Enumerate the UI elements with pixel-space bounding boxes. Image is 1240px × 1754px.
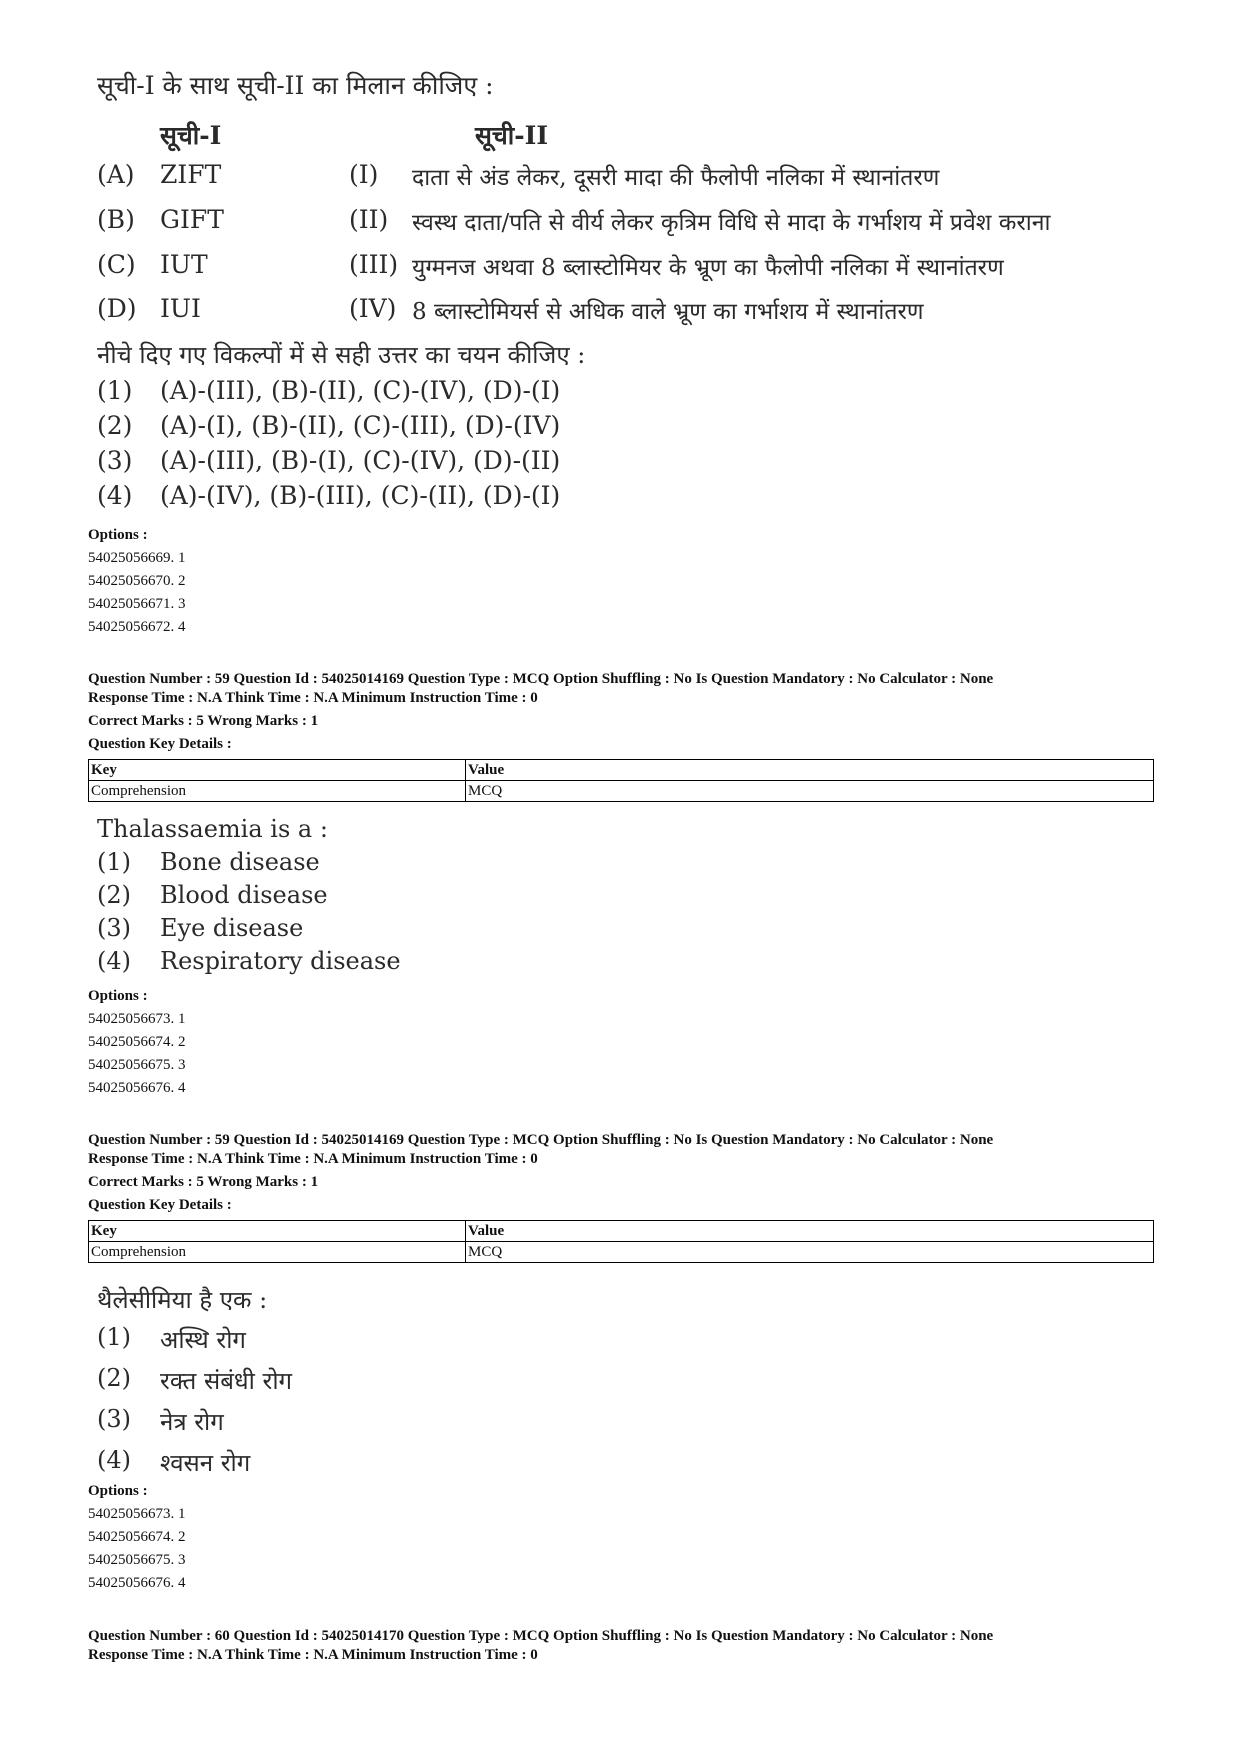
- option-id: 54025056673. 1: [88, 1011, 186, 1027]
- choice-number: (1): [97, 848, 131, 876]
- match-left-text: IUT: [160, 250, 208, 279]
- option-id: 54025056674. 2: [88, 1529, 186, 1545]
- choice-number: (2): [97, 881, 131, 909]
- choice-number: (4): [97, 1446, 131, 1474]
- choice-text: (A)-(III), (B)-(II), (C)-(IV), (D)-(I): [160, 376, 561, 405]
- options-heading: Options :: [88, 527, 148, 543]
- choice-number: (3): [97, 914, 131, 942]
- header-key: Key: [89, 760, 466, 781]
- choice-text: Eye disease: [160, 914, 304, 942]
- list-1-header: सूची-I: [160, 121, 222, 150]
- choice-text: अस्थि रोग: [160, 1326, 246, 1354]
- question-metadata: [88, 1131, 1168, 1215]
- choice-text: Blood disease: [160, 881, 328, 909]
- choice-number: (4): [97, 481, 133, 510]
- choice-number: (1): [97, 1323, 131, 1351]
- answer-choice: [97, 1405, 267, 1446]
- question-metadata: [88, 670, 1168, 754]
- header-key: Key: [89, 1221, 466, 1242]
- choice-text: Bone disease: [160, 848, 320, 876]
- choice-text: श्वसन रोग: [160, 1449, 251, 1477]
- answer-choice: [97, 914, 328, 947]
- option-id: 54025056671. 3: [88, 596, 186, 612]
- options-list: [88, 985, 186, 1100]
- match-right-label: (I): [349, 160, 379, 189]
- question-info-line: Question Number : 59 Question Id : 54025014169 Question Type : MCQ Option Shuffling : No Is Question Mandatory : No Calculator : None: [88, 671, 994, 687]
- question-body: [97, 1283, 293, 1487]
- option-id: 54025056674. 2: [88, 1034, 186, 1050]
- match-left-label: (D): [97, 294, 137, 323]
- question-key-table: [88, 759, 1154, 802]
- choice-number: (1): [97, 376, 133, 405]
- match-left-text: GIFT: [160, 205, 224, 234]
- table-header-row: [89, 1221, 1154, 1242]
- match-left-label: (A): [97, 160, 135, 189]
- match-right-label: (II): [349, 205, 389, 234]
- choice-number: (2): [97, 411, 133, 440]
- header-value: Value: [466, 1221, 1154, 1242]
- table-row: [89, 781, 1154, 802]
- match-left-text: ZIFT: [160, 160, 222, 189]
- choice-number: (2): [97, 1364, 131, 1392]
- option-id: 54025056669. 1: [88, 550, 186, 566]
- choice-number: (3): [97, 446, 133, 475]
- option-id: 54025056675. 3: [88, 1552, 186, 1568]
- match-left-label: (C): [97, 250, 136, 279]
- question-stem: Thalassaemia is a :: [97, 815, 328, 843]
- question-info-line: Question Number : 59 Question Id : 54025014169 Question Type : MCQ Option Shuffling : No Is Question Mandatory : No Calculator : None: [88, 1132, 994, 1148]
- match-left-text: IUI: [160, 294, 201, 323]
- option-id: 54025056676. 4: [88, 1080, 186, 1096]
- answer-choice: [97, 947, 401, 980]
- options-list: [88, 1480, 186, 1595]
- choice-text: नेत्र रोग: [160, 1408, 224, 1436]
- option-id: 54025056672. 4: [88, 619, 186, 635]
- question-key-table: [88, 1220, 1154, 1263]
- cell-value: MCQ: [466, 781, 1154, 802]
- option-id: 54025056673. 1: [88, 1506, 186, 1522]
- answer-choice: [97, 1323, 267, 1364]
- key-details-heading: Question Key Details :: [88, 1197, 232, 1213]
- question-info-line: Question Number : 60 Question Id : 54025014170 Question Type : MCQ Option Shuffling : No Is Question Mandatory : No Calculator : None: [88, 1628, 994, 1644]
- match-right-label: (IV): [349, 294, 397, 323]
- question-stem: थैलेसीमिया है एक :: [97, 1286, 268, 1314]
- choice-text: (A)-(IV), (B)-(III), (C)-(II), (D)-(I): [160, 481, 561, 510]
- option-id: 54025056670. 2: [88, 573, 186, 589]
- match-left-label: (B): [97, 205, 135, 234]
- cell-key: Comprehension: [89, 1242, 466, 1263]
- marks-line: Correct Marks : 5 Wrong Marks : 1: [88, 1174, 319, 1190]
- answer-choice: [97, 881, 328, 914]
- match-right-label: (III): [349, 250, 399, 279]
- timing-info-line: Response Time : N.A Think Time : N.A Minimum Instruction Time : 0: [88, 690, 538, 706]
- choice-number: (3): [97, 1405, 131, 1433]
- timing-info-line: Response Time : N.A Think Time : N.A Minimum Instruction Time : 0: [88, 1151, 538, 1167]
- options-list: [88, 524, 186, 639]
- match-right-text: स्वस्थ दाता/पति से वीर्य लेकर कृत्रिम विधि से मादा के गर्भाशय में प्रवेश कराना: [412, 210, 1051, 236]
- answer-choice: [97, 848, 328, 881]
- question-body: [97, 815, 401, 980]
- header-value: Value: [466, 760, 1154, 781]
- marks-line: Correct Marks : 5 Wrong Marks : 1: [88, 713, 319, 729]
- choice-text: (A)-(I), (B)-(II), (C)-(III), (D)-(IV): [160, 411, 561, 440]
- choice-text: (A)-(III), (B)-(I), (C)-(IV), (D)-(II): [160, 446, 561, 475]
- options-heading: Options :: [88, 988, 148, 1004]
- key-details-heading: Question Key Details :: [88, 736, 232, 752]
- choice-text: Respiratory disease: [160, 947, 401, 975]
- timing-info-line: Response Time : N.A Think Time : N.A Minimum Instruction Time : 0: [88, 1647, 538, 1663]
- match-instruction: सूची-I के साथ सूची-II का मिलान कीजिए :: [97, 71, 494, 100]
- cell-value: MCQ: [466, 1242, 1154, 1263]
- cell-key: Comprehension: [89, 781, 466, 802]
- option-id: 54025056676. 4: [88, 1575, 186, 1591]
- choice-text: रक्त संबंधी रोग: [160, 1367, 293, 1395]
- answer-choice: [97, 1364, 293, 1405]
- match-right-text: 8 ब्लास्टोमियर्स से अधिक वाले भ्रूण का गर्भाशय में स्थानांतरण: [412, 299, 924, 325]
- table-header-row: [89, 760, 1154, 781]
- table-row: [89, 1242, 1154, 1263]
- question-metadata: [88, 1627, 1168, 1665]
- options-heading: Options :: [88, 1483, 148, 1499]
- match-right-text: दाता से अंड लेकर, दूसरी मादा की फैलोपी नलिका में स्थानांतरण: [412, 165, 940, 191]
- choice-number: (4): [97, 947, 131, 975]
- choose-instruction: नीचे दिए गए विकल्पों में से सही उत्तर का चयन कीजिए :: [97, 341, 586, 369]
- match-right-text: युग्मनज अथवा 8 ब्लास्टोमियर के भ्रूण का फैलोपी नलिका में स्थानांतरण: [412, 255, 1004, 281]
- list-2-header: सूची-II: [475, 121, 549, 150]
- option-id: 54025056675. 3: [88, 1057, 186, 1073]
